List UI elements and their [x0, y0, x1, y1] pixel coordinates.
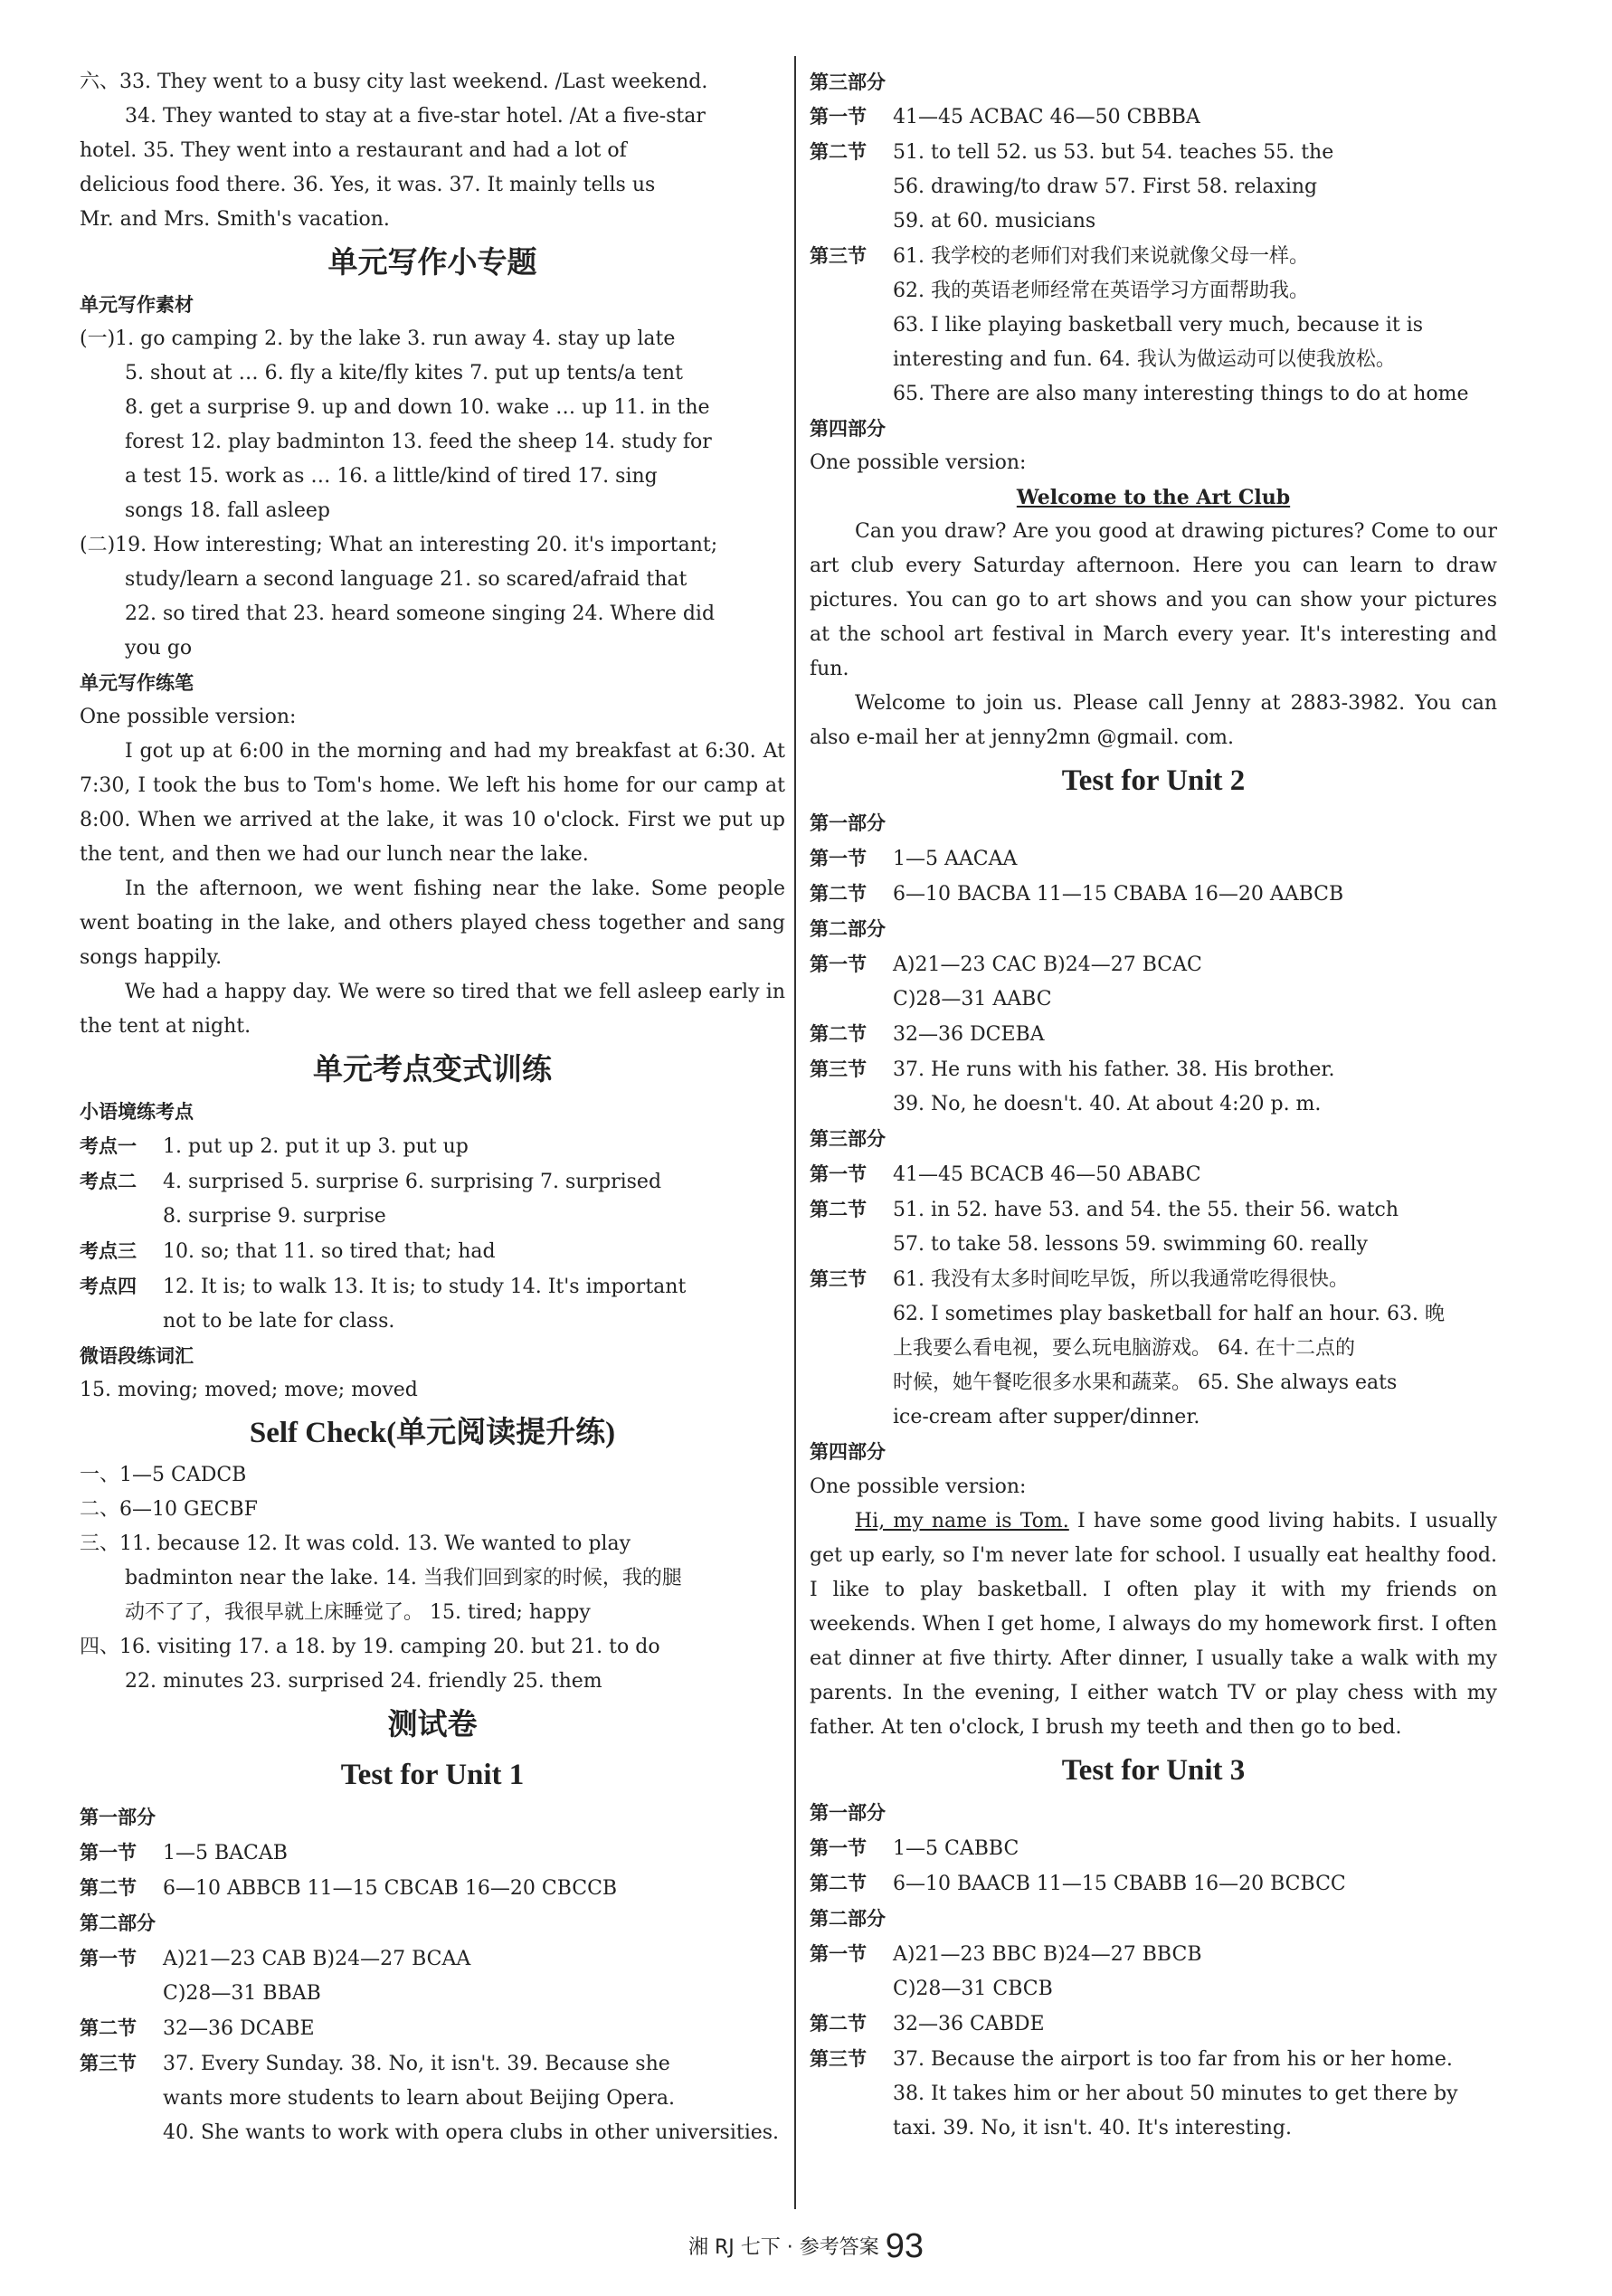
- section-label: 第一节: [80, 1842, 137, 1864]
- section-answer: 38. It takes him or her about 50 minutes to get there by: [893, 2083, 1458, 2105]
- section-label: 第一节: [810, 1837, 867, 1859]
- section-label: 第二节: [80, 2017, 137, 2039]
- unit1-part3-answers: [810, 100, 1497, 412]
- unit2-answers: [810, 806, 1497, 1470]
- section-answer: ice-cream after supper/dinner.: [893, 1406, 1200, 1428]
- writing-topic-heading: 单元写作小专题: [327, 244, 537, 280]
- section-label: 第二节: [810, 2013, 867, 2035]
- point-answer: 8. surprise 9. surprise: [163, 1205, 386, 1228]
- answer-line: delicious food there. 36. Yes, it was. 37. It mainly tells us: [80, 174, 656, 196]
- answer-line: 34. They wanted to stay at a five-star hotel. /At a five-star: [125, 105, 706, 128]
- section-label: 第三节: [810, 1058, 867, 1080]
- answer-line: songs 18. fall asleep: [125, 499, 330, 522]
- unit1-heading: Test for Unit 1: [340, 1759, 525, 1791]
- part4-heading: 第四部分: [810, 418, 886, 440]
- section-answer: 1—5 BACAB: [163, 1842, 288, 1864]
- section-answer: 41—45 BCACB 46—50 ABABC: [893, 1163, 1201, 1186]
- vocab-answer: 15. moving; moved; move; moved: [80, 1379, 418, 1401]
- section-label: 第三节: [80, 2053, 137, 2074]
- section-answer: 37. Because the airport is too far from his or her home.: [893, 2048, 1453, 2071]
- unit3-heading: Test for Unit 3: [1061, 1754, 1246, 1787]
- answer-line: hotel. 35. They went into a restaurant and had a lot of: [80, 139, 627, 162]
- answer-line: badminton near the lake. 14. 当我们回到家的时候，我的腿: [125, 1567, 682, 1589]
- section-answer: 56. drawing/to draw 57. First 58. relaxing: [893, 176, 1318, 198]
- section-label: 第一节: [810, 954, 867, 975]
- section-label: 第一部分: [80, 1807, 156, 1828]
- self-check-heading: Self Check(单元阅读提升练): [249, 1417, 616, 1449]
- answer-line: 四、16. visiting 17. a 18. by 19. camping 20. but 21. to do: [80, 1636, 660, 1658]
- section-answer: A)21—23 CAC B)24—27 BCAC: [893, 954, 1202, 976]
- section-answer: 6—10 BACBA 11—15 CBABA 16—20 AABCB: [893, 883, 1344, 906]
- writing-materials: [80, 322, 785, 666]
- section-label: 第三节: [810, 2048, 867, 2070]
- section-answer: 1—5 CABBC: [893, 1837, 1019, 1860]
- answer-line: forest 12. play badminton 13. feed the sheep 14. study for: [125, 431, 712, 453]
- point-label: 考点三: [80, 1240, 137, 1262]
- answer-line: a test 15. work as … 16. a little/kind of tired 17. sing: [125, 465, 658, 488]
- section-answer: 上我要么看电视，要么玩电脑游戏。 64. 在十二点的: [893, 1337, 1355, 1360]
- section-label: 第二部分: [810, 1908, 886, 1930]
- answer-line: 二、6—10 GECBF: [80, 1498, 258, 1521]
- answer-line: 一、1—5 CADCB: [80, 1464, 247, 1486]
- answer-line: 8. get a surprise 9. up and down 10. wake … up 11. in the: [125, 396, 710, 419]
- part3-heading: 第三部分: [810, 71, 886, 93]
- section-label: 第三部分: [810, 1128, 886, 1150]
- version-label: One possible version:: [810, 1475, 1027, 1498]
- section-answer: 39. No, he doesn't. 40. At about 4:20 p. m.: [893, 1093, 1322, 1115]
- section-label: 第一节: [810, 1943, 867, 1965]
- variant-training-heading: 单元考点变式训练: [313, 1051, 552, 1086]
- answer-line: Mr. and Mrs. Smith's vacation.: [80, 208, 390, 231]
- page-footer: [0, 2227, 1612, 2266]
- section-label: 第二部分: [80, 1912, 156, 1934]
- section-answer: 41—45 ACBAC 46—50 CBBBA: [893, 106, 1200, 128]
- version-label: One possible version:: [80, 706, 297, 728]
- section-answer: C)28—31 AABC: [893, 988, 1052, 1010]
- essay-paragraph: Welcome to join us. Please call Jenny at 2883-3982. You can also e-mail her at jenny2mn @gmail. com.: [810, 692, 1497, 749]
- section-label: 第一节: [80, 1948, 137, 1969]
- self-check-answers: [80, 1458, 785, 1699]
- section-label: 第一节: [810, 1163, 867, 1185]
- column-divider: [794, 56, 796, 2209]
- answer-line: 5. shout at … 6. fly a kite/fly kites 7. put up tents/a tent: [125, 362, 683, 384]
- section-label: 第二节: [810, 883, 867, 905]
- writing-materials-heading: 单元写作素材: [80, 294, 194, 316]
- section-answer: 32—36 DCABE: [163, 2017, 315, 2040]
- essay-paragraph: Can you draw? Are you good at drawing pictures? Come to our art club every Saturday afternoon. Here you can learn to draw pictures. You can go to art shows and you can show your pictures at the school art festival in March every year. It's interesting and fun.: [810, 520, 1497, 680]
- vocab-heading: 微语段练词汇: [80, 1345, 194, 1367]
- section-answer: 51. in 52. have 53. and 54. the 55. their 56. watch: [893, 1199, 1399, 1221]
- section-answer: 65. There are also many interesting things to do at home: [893, 383, 1469, 405]
- point-label: 考点四: [80, 1276, 137, 1297]
- unit1-answers: [80, 1800, 785, 2150]
- section-answer: 61. 我学校的老师们对我们来说就像父母一样。: [893, 245, 1309, 268]
- section-label: 第二节: [810, 1023, 867, 1045]
- section-label: 第一部分: [810, 812, 886, 834]
- page-number: 93: [885, 2227, 925, 2265]
- section-six-answers: [80, 65, 785, 237]
- answer-line: 动不了了，我很早就上床睡觉了。 15. tired; happy: [125, 1601, 591, 1624]
- section-answer: 59. at 60. musicians: [893, 210, 1096, 232]
- answer-line: (二)19. How interesting; What an interesting 20. it's important;: [80, 534, 718, 556]
- section-answer: interesting and fun. 64. 我认为做运动可以使我放松。: [893, 348, 1396, 371]
- writing-practice-heading: 单元写作练笔: [80, 672, 194, 694]
- answer-line: 六、33. They went to a busy city last weekend. /Last weekend.: [80, 71, 708, 93]
- section-label: 第一节: [810, 106, 867, 128]
- section-answer: 32—36 CABDE: [893, 2013, 1045, 2035]
- section-answer: 61. 我没有太多时间吃早饭，所以我通常吃得很快。: [893, 1268, 1349, 1291]
- section-answer: taxi. 39. No, it isn't. 40. It's interesting.: [893, 2117, 1292, 2139]
- footer-label: 湘 RJ 七下 · 参考答案: [687, 2236, 879, 2259]
- point-answer: 10. so; that 11. so tired that; had: [163, 1240, 496, 1263]
- section-answer: 62. 我的英语老师经常在英语学习方面帮助我。: [893, 280, 1309, 302]
- section-answer: wants more students to learn about Beijing Opera.: [163, 2087, 676, 2110]
- art-club-title: Welcome to the Art Club: [1016, 486, 1291, 509]
- section-label: 第二节: [80, 1877, 137, 1899]
- essay-body: I have some good living habits. I usually get up early, so I'm never late for school. I usually eat healthy food. I like to play basketball. I often play it with my friends on weekends. When I get home, I always do my homework first. I often eat dinner at five thirty. After dinner, I usually take a walk with my parents. In the evening, I either watch TV or play chess with my father. At ten o'clock, I brush my teeth and then go to bed.: [810, 1510, 1497, 1739]
- section-label: 第二部分: [810, 918, 886, 940]
- section-label: 第四部分: [810, 1441, 886, 1463]
- unit2-heading: Test for Unit 2: [1061, 764, 1246, 797]
- section-label: 第一部分: [810, 1802, 886, 1824]
- section-answer: C)28—31 CBCB: [893, 1978, 1053, 2000]
- section-label: 第一节: [810, 848, 867, 869]
- essay-paragraph: I got up at 6:00 in the morning and had my breakfast at 6:30. At 7:30, I took the bus to Tom's home. We left his home for our camp at 8:00. When we arrived at the lake, it was 10 o'clock. First we put up the tent, and then we had our lunch near the lake.: [80, 740, 785, 866]
- section-answer: 1—5 AACAA: [893, 848, 1018, 870]
- section-answer: 62. I sometimes play basketball for half an hour. 63. 晚: [893, 1303, 1446, 1325]
- unit3-answers: [810, 1796, 1497, 2146]
- point-answer: 4. surprised 5. surprise 6. surprising 7. surprised: [163, 1171, 662, 1193]
- section-answer: 57. to take 58. lessons 59. swimming 60. really: [893, 1233, 1368, 1256]
- section-answer: C)28—31 BBAB: [163, 1982, 321, 2005]
- section-answer: 37. Every Sunday. 38. No, it isn't. 39. Because she: [163, 2053, 670, 2075]
- point-answer: 1. put up 2. put it up 3. put up: [163, 1135, 469, 1158]
- section-answer: 6—10 BAACB 11—15 CBABB 16—20 BCBCC: [893, 1873, 1346, 1895]
- point-answer: not to be late for class.: [163, 1310, 395, 1333]
- test-paper-heading: 测试卷: [387, 1706, 478, 1741]
- essay-lead: Hi, my name is Tom.: [855, 1510, 1069, 1532]
- section-label: 第三节: [810, 1268, 867, 1290]
- answer-line: 22. so tired that 23. heard someone singing 24. Where did: [125, 602, 716, 625]
- section-answer: 51. to tell 52. us 53. but 54. teaches 55. the: [893, 141, 1334, 164]
- context-points-heading: 小语境练考点: [80, 1101, 194, 1123]
- section-answer: 时候，她午餐吃很多水果和蔬菜。 65. She always eats: [893, 1371, 1398, 1394]
- point-label: 考点二: [80, 1171, 137, 1192]
- answer-line: 22. minutes 23. surprised 24. friendly 25. them: [125, 1670, 602, 1693]
- section-answer: 40. She wants to work with opera clubs in other universities.: [163, 2121, 780, 2144]
- section-answer: A)21—23 CAB B)24—27 BCAA: [163, 1948, 471, 1970]
- right-column: [810, 65, 1497, 2146]
- answer-line: study/learn a second language 21. so scared/afraid that: [125, 568, 687, 591]
- section-answer: 6—10 ABBCB 11—15 CBCAB 16—20 CBCCB: [163, 1877, 618, 1900]
- answer-line: (一)1. go camping 2. by the lake 3. run away 4. stay up late: [80, 327, 676, 350]
- point-answer: 12. It is; to walk 13. It is; to study 14. It's important: [163, 1276, 687, 1298]
- essay-paragraph: [810, 1504, 1497, 1745]
- test-points: [80, 1129, 785, 1339]
- section-answer: 63. I like playing basketball very much, because it is: [893, 314, 1424, 337]
- essay-paragraph: We had a happy day. We were so tired that we fell asleep early in the tent at night.: [80, 981, 785, 1038]
- section-answer: 32—36 DCEBA: [893, 1023, 1045, 1046]
- section-answer: 37. He runs with his father. 38. His brother.: [893, 1058, 1335, 1081]
- section-label: 第二节: [810, 1873, 867, 1894]
- left-column: [80, 65, 785, 2150]
- section-label: 第二节: [810, 1199, 867, 1220]
- answer-line: you go: [125, 637, 193, 659]
- section-label: 第三节: [810, 245, 867, 267]
- answer-line: 三、11. because 12. It was cold. 13. We wanted to play: [80, 1532, 631, 1555]
- essay-paragraph: In the afternoon, we went fishing near the lake. Some people went boating in the lake, and others played chess together and sang songs happily.: [80, 878, 785, 969]
- point-label: 考点一: [80, 1135, 137, 1157]
- version-label: One possible version:: [810, 451, 1027, 474]
- section-answer: A)21—23 BBC B)24—27 BBCB: [893, 1943, 1202, 1966]
- section-label: 第二节: [810, 141, 867, 163]
